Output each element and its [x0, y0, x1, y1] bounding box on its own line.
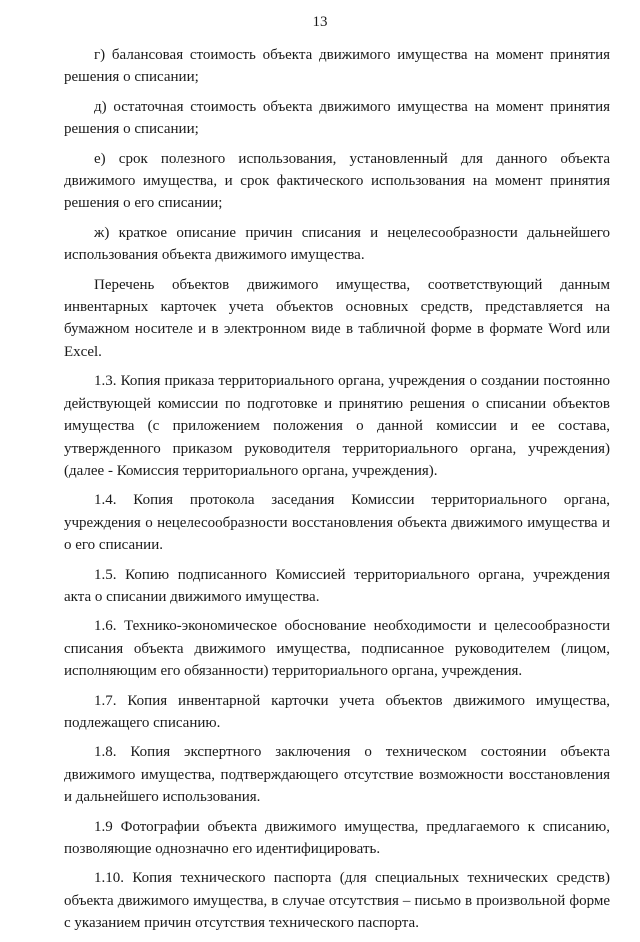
paragraph-1-7: 1.7. Копия инвентарной карточки учета объектов движимого имущества, подлежащего списанию. [64, 692, 610, 731]
paragraph-1-5: 1.5. Копию подписанного Комиссией территориального органа, учреждения акта о списании движимого имущества. [64, 566, 610, 605]
paragraph-d-residual-value: д) остаточная стоимость объекта движимого имущества на момент принятия решения о списании; [64, 98, 610, 138]
paragraph-1-8: 1.8. Копия экспертного заключения о техническом состоянии объекта движимого имущества, подтверждающего отсутствие возможности восстановления и дальнейшего использования. [64, 744, 610, 806]
paragraph-1-6: 1.6. Технико-экономическое обоснование необходимости и целесообразности списания объекта движимого имущества, подписанное руководителем (лицом, исполняющим его обязанности) территориального органа, учреждения. [64, 618, 610, 680]
paragraph-asset-list: Перечень объектов движимого имущества, соответствующий данным инвентарных карточек учета объектов основных средств, представляется на бумажном носителе и в электронном виде в табличной форме в формате Word или Excel. [64, 276, 610, 360]
paragraph-zh-write-off-reasons: ж) краткое описание причин списания и нецелесообразности дальнейшего использования объекта движимого имущества. [64, 224, 610, 264]
paragraph-1-10: 1.10. Копия технического паспорта (для специальных технических средств) объекта движимого имущества, в случае отсутствия – письмо в произвольной форме с указанием причин отсутствия технического паспорта. [64, 870, 610, 932]
paragraph-g-balance-value: г) балансовая стоимость объекта движимого имущества на момент принятия решения о списании; [64, 47, 610, 86]
paragraph-e-useful-life: е) срок полезного использования, установленный для данного объекта движимого имущества, и срок фактического использования на момент принятия решения о его списании; [64, 150, 610, 212]
document-body [64, 44, 610, 942]
paragraph-1-9: 1.9 Фотографии объекта движимого имущества, предлагаемого к списанию, позволяющие однозначно его идентифицировать. [64, 818, 610, 857]
paragraph-1-3: 1.3. Копия приказа территориального органа, учреждения о создании постоянно действующей комиссии по подготовке и принятию решения о списании объектов имущества (с приложением положения о данной комиссии и ее состава, утвержденного приказом руководителя территориального органа, учреждения) (далее - Комиссия территориального органа, учреждения). [64, 373, 610, 479]
paragraph-1-4: 1.4. Копия протокола заседания Комиссии территориального органа, учреждения о нецелесообразности восстановления объекта движимого имущества и о его списании. [64, 492, 610, 554]
page-number: 13 [312, 14, 328, 30]
